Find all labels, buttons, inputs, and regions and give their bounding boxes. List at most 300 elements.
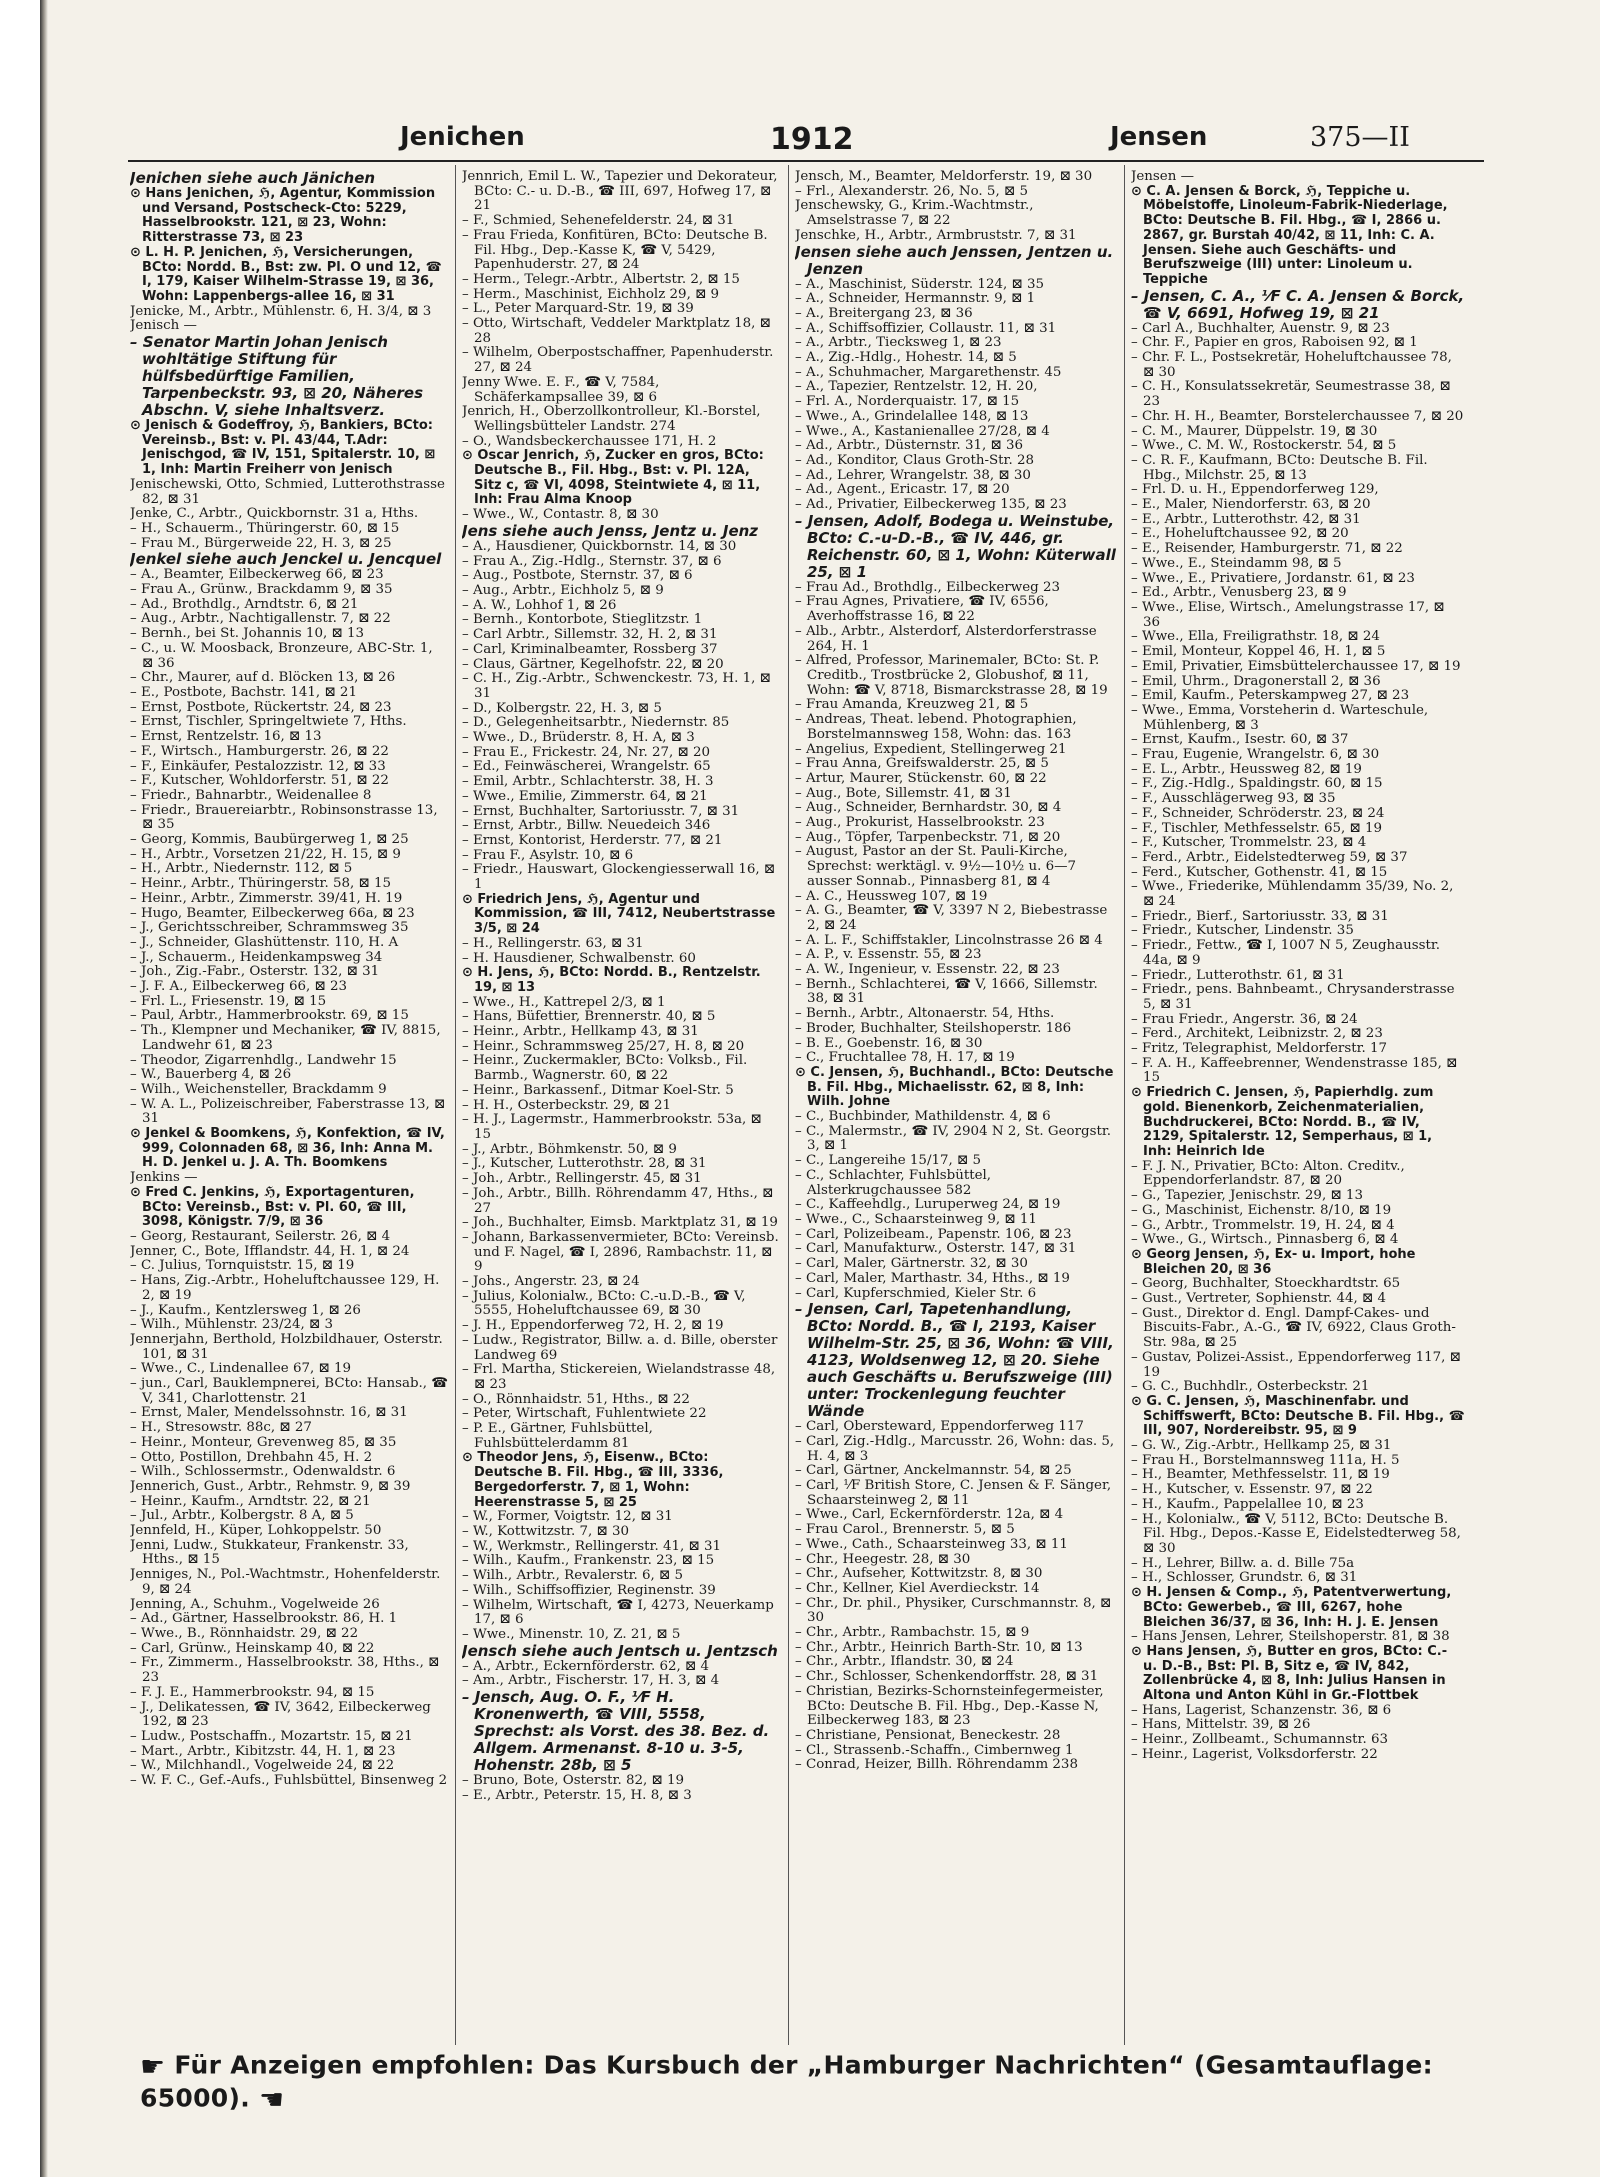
directory-entry: – Wwe., G., Wirtsch., Pinnasberg 6, ⊠ 4 (1131, 1232, 1399, 1248)
directory-entry: – W., Bauerberg 4, ⊠ 26 (130, 1067, 292, 1083)
directory-entry: – Cl., Strassenb.-Schaffn., Cimbernweg 1 (795, 1742, 1074, 1758)
directory-entry: – O., Rönnhaidstr. 51, Hths., ⊠ 22 (462, 1391, 690, 1407)
directory-entry: – A., Arbtr., Tiecksweg 1, ⊠ 23 (795, 335, 1002, 351)
directory-entry: – A., Schneider, Hermannstr. 9, ⊠ 1 (795, 291, 1036, 307)
directory-entry: – H. H., Osterbeckstr. 29, ⊠ 21 (462, 1097, 672, 1113)
directory-entry: – Theodor, Zigarrenhdlg., Landwehr 15 (130, 1052, 397, 1068)
directory-entry: – A., Hausdiener, Quickbornstr. 14, ⊠ 30 (462, 538, 737, 554)
directory-entry: – Ernst, Kontorist, Herderstr. 77, ⊠ 21 (462, 832, 723, 848)
directory-entry: – D., Kolbergstr. 22, H. 3, ⊠ 5 (462, 700, 662, 716)
directory-entry: – Frau M., Bürgerweide 22, H. 3, ⊠ 25 (130, 535, 392, 551)
directory-entry: ⊙ Fred C. Jenkins, ℌ, Exportagenturen, BCto: Vereinsb., Bst: v. Pl. 60, ☎ III, 3098, Königstr. 7/9, ⊠ 36 (130, 1184, 415, 1230)
directory-entry: – W., Kottwitzstr. 7, ⊠ 30 (462, 1523, 630, 1539)
header-rule (128, 160, 1484, 162)
directory-entry: ⊙ Friedrich C. Jensen, ℌ, Papierhdlg. zum gold. Bienenkorb, Zeichenmaterialien, Buchdruckerei, BCto: Nordd. B., ☎ IV, 2129, Spitalerstr. 12, Semperhaus, ⊠ 1, Inh: Heinrich Ide (1131, 1085, 1434, 1159)
directory-entry: – Christiane, Pensionat, Beneckestr. 28 (795, 1727, 1061, 1743)
directory-entry: – E., Reisender, Hamburgerstr. 71, ⊠ 22 (1131, 541, 1403, 557)
directory-entry: Jens siehe auch Jenss, Jentz u. Jenz (462, 521, 759, 540)
directory-entry: – Wwe., Elise, Wirtsch., Amelungstrasse 17, ⊠ 36 (1131, 599, 1445, 630)
directory-entry: – W. A. L., Polizeischreiber, Faberstrasse 13, ⊠ 31 (130, 1096, 446, 1127)
directory-entry: – F., Schmied, Sehenefelderstr. 24, ⊠ 31 (462, 213, 735, 229)
directory-entry: – H., Schlosser, Grundstr. 6, ⊠ 31 (1131, 1570, 1358, 1586)
directory-entry: – Fritz, Telegraphist, Meldorferstr. 17 (1131, 1041, 1388, 1057)
directory-entry: – Carl, Maler, Marthastr. 34, Hths., ⊠ 19 (795, 1270, 1070, 1286)
directory-entry: – Ad., Privatier, Eilbeckerweg 135, ⊠ 23 (795, 497, 1067, 513)
directory-entry: – W. F. C., Gef.-Aufs., Fuhlsbüttel, Binsenweg 2 (130, 1773, 448, 1789)
directory-entry: – Alfred, Professor, Marinemaler, BCto: St. P. Creditb., Trostbrücke 2, Globushof, ⊠ 11, Wohn: ☎ V, 8718, Bismarckstrasse 28, ⊠ 19 (795, 653, 1108, 698)
directory-entry: – E., Maler, Niendorferstr. 63, ⊠ 20 (1131, 497, 1371, 513)
directory-entry: – Frl. D. u. H., Eppendorferweg 129, (1131, 482, 1379, 498)
directory-entry: – Wwe., E., Privatiere, Jordanstr. 61, ⊠ 23 (1131, 570, 1415, 586)
directory-entry: – W., Milchhandl., Vogelweide 24, ⊠ 22 (130, 1758, 395, 1774)
page-gutter (40, 0, 48, 2177)
directory-entry: – Friedr., Brauereiarbtr., Robinsonstrasse 13, ⊠ 35 (130, 802, 438, 833)
directory-entry: – C. Julius, Tornquiststr. 15, ⊠ 19 (130, 1258, 355, 1274)
directory-entry: – Friedr., Bierf., Sartoriusstr. 33, ⊠ 31 (1131, 908, 1389, 924)
directory-column-3 (795, 170, 1117, 2040)
directory-entry: – Chr., Kellner, Kiel Averdieckstr. 14 (795, 1580, 1040, 1596)
directory-entry: Jennerich, Gust., Arbtr., Rehmstr. 9, ⊠ 39 (130, 1478, 411, 1494)
directory-entry: – C. H., Zig.-Arbtr., Schwenckestr. 73, H. 1, ⊠ 31 (462, 671, 771, 701)
directory-entry: – Bruno, Bote, Osterstr. 82, ⊠ 19 (462, 1773, 685, 1789)
directory-entry: – Friedr., Bahnarbtr., Weidenallee 8 (130, 787, 372, 803)
directory-entry: Jenschewsky, G., Krim.-Wachtmstr., Amselstrasse 7, ⊠ 22 (795, 198, 1034, 229)
header-year: 1912 (770, 122, 854, 157)
directory-entry: Jenniges, N., Pol.-Wachtmstr., Hohenfelderstr. 9, ⊠ 24 (130, 1567, 441, 1597)
directory-entry: – A., Tapezier, Rentzelstr. 12, H. 20, (795, 379, 1038, 395)
directory-entry: – Aug., Töpfer, Tarpenbeckstr. 71, ⊠ 20 (795, 829, 1061, 845)
directory-entry: – A., Beamter, Eilbeckerweg 66, ⊠ 23 (130, 567, 384, 583)
directory-entry: – H., Arbtr., Vorsetzen 21/22, H. 15, ⊠ 9 (130, 846, 401, 862)
directory-entry: – C., u. W. Moosback, Bronzeure, ABC-Str. 1, ⊠ 36 (130, 640, 433, 671)
directory-entry: – J., Kutscher, Lutterothstr. 28, ⊠ 31 (462, 1156, 707, 1172)
directory-entry: – Frau Agnes, Privatiere, ☎ IV, 6556, Averhoffstrasse 16, ⊠ 22 (795, 594, 1049, 625)
header-page-number: 375—II (1310, 122, 1410, 153)
directory-entry: – Gustav, Polizei-Assist., Eppendorferweg 117, ⊠ 19 (1131, 1349, 1461, 1380)
directory-entry: – F., Zig.-Hdlg., Spaldingstr. 60, ⊠ 15 (1131, 776, 1383, 792)
directory-entry: – Hans, Lagerist, Schanzenstr. 36, ⊠ 6 (1131, 1702, 1392, 1718)
directory-entry: – G., Tapezier, Jenischstr. 29, ⊠ 13 (1131, 1188, 1363, 1204)
directory-entry: – Hans, Mittelstr. 39, ⊠ 26 (1131, 1717, 1311, 1733)
directory-entry: – Aug., Schneider, Bernhardstr. 30, ⊠ 4 (795, 800, 1062, 816)
directory-entry: – Frau E., Frickestr. 24, Nr. 27, ⊠ 20 (462, 744, 711, 760)
directory-entry: – W., Former, Voigtstr. 12, ⊠ 31 (462, 1509, 673, 1525)
directory-entry: – Ferd., Architekt, Leibnizstr. 2, ⊠ 23 (1131, 1026, 1383, 1042)
directory-entry: – Ad., Arbtr., Düsternstr. 31, ⊠ 36 (795, 438, 1024, 454)
directory-entry: – Ludw., Registrator, Billw. a. d. Bille, oberster Landweg 69 (462, 1332, 778, 1363)
directory-entry: – Gust., Vertreter, Sophienstr. 44, ⊠ 4 (1131, 1291, 1387, 1307)
directory-entry: – Carl, Maler, Gärtnerstr. 32, ⊠ 30 (795, 1256, 1028, 1272)
directory-entry: – Am., Arbtr., Fischerstr. 17, H. 3, ⊠ 4 (462, 1673, 720, 1689)
directory-entry: – Heinr., Zuckermakler, BCto: Volksb., Fil. Barmb., Wagnerstr. 60, ⊠ 22 (462, 1053, 748, 1084)
directory-entry: Jenisch — (130, 318, 197, 334)
directory-entry: – Emil, Monteur, Koppel 46, H. 1, ⊠ 5 (1131, 644, 1386, 660)
directory-entry: Jensen — (1131, 170, 1194, 184)
directory-entry: – Broder, Buchhalter, Steilshoperstr. 186 (795, 1020, 1072, 1036)
directory-entry: – Heinr., Arbtr., Zimmerstr. 39/41, H. 19 (130, 890, 403, 906)
directory-entry: – Hugo, Beamter, Eilbeckerweg 66a, ⊠ 23 (130, 905, 415, 921)
directory-entry: – Christian, Bezirks-Schornsteinfegermeister, BCto: Deutsche B. Fil. Hbg., Dep.-Kasse N, Eilbeckerweg 183, ⊠ 23 (795, 1683, 1104, 1729)
directory-entry: – H., Arbtr., Niedernstr. 112, ⊠ 5 (130, 861, 353, 877)
directory-entry: – Georg, Buchhalter, Stoeckhardtstr. 65 (1131, 1276, 1401, 1292)
directory-entry: ⊙ C. Jensen, ℌ, Buchhandl., BCto: Deutsche B. Fil. Hbg., Michaelisstr. 62, ⊠ 8, Inh: Wilh. Johne (795, 1064, 1114, 1110)
directory-entry: – Carl A., Buchhalter, Auenstr. 9, ⊠ 23 (1131, 320, 1390, 336)
directory-entry: – Bernh., Arbtr., Altonaerstr. 54, Hths. (795, 1006, 1055, 1022)
directory-column-1 (130, 170, 448, 2040)
directory-entry: – H., Kolonialw., ☎ V, 5112, BCto: Deutsche B. Fil. Hbg., Depos.-Kasse E, Eidelstedterweg 58, ⊠ 30 (1131, 1511, 1461, 1556)
directory-entry: – F. J. N., Privatier, BCto: Alton. Creditv., Eppendorferlandstr. 87, ⊠ 20 (1131, 1158, 1405, 1189)
directory-entry: – L., Peter Marquard-Str. 19, ⊠ 39 (462, 301, 694, 317)
directory-entry: – H. Hausdiener, Schwalbenstr. 60 (462, 950, 696, 966)
directory-entry: – jun., Carl, Bauklempnerei, BCto: Hansab., ☎ V, 341, Charlottenstr. 21 (130, 1376, 448, 1406)
directory-entry: – Wwe., A., Kastanienallee 27/28, ⊠ 4 (795, 423, 1050, 439)
directory-entry: – Aug., Prokurist, Hasselbrookstr. 23 (795, 815, 1045, 831)
directory-entry: Jennerjahn, Berthold, Holzbildhauer, Osterstr. 101, ⊠ 31 (130, 1331, 443, 1362)
directory-entry: – Frl., Alexanderstr. 26, No. 5, ⊠ 5 (795, 183, 1028, 199)
directory-entry: – Chr. F. L., Postsekretär, Hoheluftchaussee 78, ⊠ 30 (1131, 350, 1452, 380)
directory-entry: – Wilh., Kaufm., Frankenstr. 23, ⊠ 15 (462, 1553, 715, 1569)
directory-entry: – F., Kutscher, Wohldorferstr. 51, ⊠ 22 (130, 773, 389, 789)
directory-entry: – Ad., Agent., Ericastr. 17, ⊠ 20 (795, 482, 1010, 498)
directory-entry: – Wilh., Weichensteller, Brackdamm 9 (130, 1081, 387, 1097)
directory-entry: – A. W., Ingenieur, v. Essenstr. 22, ⊠ 23 (795, 962, 1060, 978)
directory-entry: – E., Arbtr., Lutterothstr. 42, ⊠ 31 (1131, 511, 1361, 527)
directory-entry: – Andreas, Theat. lebend. Photographien, Borstelmannsweg 158, Wohn: das. 163 (795, 712, 1077, 742)
directory-entry: – F., Ausschlägerweg 93, ⊠ 35 (1131, 791, 1336, 807)
directory-entry: ⊙ Jenisch & Godeffroy, ℌ, Bankiers, BCto: Vereinsb., Bst: v. Pl. 43/44, T.Adr: Jenischgod, ☎ IV, 151, Spitalerstr. 10, ⊠ 1, Inh: Martin Freiherr von Jenisch (130, 418, 436, 478)
directory-entry: – Frau Anna, Greifswalderstr. 25, ⊠ 5 (795, 756, 1049, 772)
directory-entry: – Emil, Arbtr., Schlachterstr. 38, H. 3 (462, 774, 714, 790)
directory-entry: – Carl, Obersteward, Eppendorferweg 117 (795, 1419, 1084, 1435)
directory-entry: – Ernst, Tischler, Springeltwiete 7, Hths. (130, 714, 407, 730)
directory-entry: – Fr., Zimmerm., Hasselbrookstr. 38, Hths., ⊠ 23 (130, 1655, 440, 1686)
directory-column-4 (1131, 170, 1465, 2040)
directory-entry: – Bernh., bei St. Johannis 10, ⊠ 13 (130, 626, 365, 642)
directory-entry: – J., Delikatessen, ☎ IV, 3642, Eilbeckerweg 192, ⊠ 23 (130, 1699, 431, 1730)
directory-entry: – Wilhelm, Wirtschaft, ☎ I, 4273, Neuerkamp 17, ⊠ 6 (462, 1597, 774, 1628)
directory-entry: – Hans Jensen, Lehrer, Steilshoperstr. 81, ⊠ 38 (1131, 1629, 1450, 1645)
directory-entry: – Frau Ad., Brothdlg., Eilbeckerweg 23 (795, 579, 1061, 595)
directory-entry: – G. W., Zig.-Arbtr., Hellkamp 25, ⊠ 31 (1131, 1438, 1392, 1454)
directory-entry: – Wwe., C. M. W., Rostockerstr. 54, ⊠ 5 (1131, 438, 1397, 454)
directory-entry: – H., Beamter, Methfesselstr. 11, ⊠ 19 (1131, 1467, 1390, 1483)
directory-entry: – Wwe., Ella, Freiligrathstr. 18, ⊠ 24 (1131, 629, 1380, 645)
directory-entry: – H., Schauerm., Thüringerstr. 60, ⊠ 15 (130, 520, 400, 536)
directory-entry: – Carl, Polizeibeam., Papenstr. 106, ⊠ 23 (795, 1226, 1072, 1242)
directory-entry: – D., Gelegenheitsarbtr., Niedernstr. 85 (462, 715, 730, 731)
directory-entry: Jenischewski, Otto, Schmied, Lutterothstrasse 82, ⊠ 31 (130, 476, 445, 507)
directory-entry: – Jensen, C. A., ⅟F C. A. Jensen & Borck, ☎ V, 6691, Hofweg 19, ⊠ 21 (1131, 286, 1465, 322)
column-divider (1124, 165, 1125, 2045)
directory-entry: – J., Arbtr., Böhmkenstr. 50, ⊠ 9 (462, 1141, 677, 1157)
directory-entry: – J., Kaufm., Kentzlersweg 1, ⊠ 26 (130, 1302, 361, 1318)
directory-entry: – A., Schiffsoffizier, Collaustr. 11, ⊠ 31 (795, 320, 1057, 336)
directory-entry: Jennfeld, H., Küper, Lohkoppelstr. 50 (130, 1523, 382, 1539)
directory-entry: – Ernst, Kaufm., Isestr. 60, ⊠ 37 (1131, 732, 1349, 748)
directory-entry: – J., Schneider, Glashüttenstr. 110, H. A (130, 934, 399, 950)
directory-entry: – Heinr., Zollbeamt., Schumannstr. 63 (1131, 1732, 1389, 1748)
directory-entry: – Wwe., A., Grindelallee 148, ⊠ 13 (795, 408, 1029, 424)
directory-entry: – A. L. F., Schiffstakler, Lincolnstrasse 26 ⊠ 4 (795, 932, 1103, 948)
directory-entry: – Wwe., E., Steindamm 98, ⊠ 5 (1131, 555, 1342, 571)
directory-entry: – Wwe., W., Contastr. 8, ⊠ 30 (462, 507, 659, 523)
directory-entry: – Jensen, Carl, Tapetenhandlung, BCto: Nordd. B., ☎ I, 2193, Kaiser Wilhelm-Str. 25, ⊠ 36, Wohn: ☎ VIII, 4123, Woldsenweg 12, ⊠ 20. Siehe auch Geschäfts u. Berufszweige (III) unter: Trockenlegung feuchter Wände (795, 1300, 1114, 1421)
directory-entry: – Wilh., Schlossermstr., Odenwaldstr. 6 (130, 1464, 396, 1480)
directory-entry: – Ernst, Arbtr., Billw. Neuedeich 346 (462, 818, 711, 834)
directory-entry: – C. M., Maurer, Düppelstr. 19, ⊠ 30 (1131, 423, 1378, 439)
directory-entry: – G., Arbtr., Trommelstr. 19, H. 24, ⊠ 4 (1131, 1217, 1395, 1233)
directory-entry: – Friedr., Lutterothstr. 61, ⊠ 31 (1131, 967, 1345, 983)
directory-entry: – Frl. A., Norderquaistr. 17, ⊠ 15 (795, 394, 1020, 410)
directory-entry: – C., Langereihe 15/17, ⊠ 5 (795, 1153, 981, 1169)
directory-entry: – Frau Friedr., Angerstr. 36, ⊠ 24 (1131, 1011, 1358, 1027)
directory-entry: – F., Kutscher, Trommelstr. 23, ⊠ 4 (1131, 835, 1367, 851)
directory-entry: – F. J. E., Hammerbrookstr. 94, ⊠ 15 (130, 1684, 375, 1700)
directory-entry: – Emil, Kaufm., Peterskampweg 27, ⊠ 23 (1131, 688, 1410, 704)
directory-entry: – Jensen, Adolf, Bodega u. Weinstube, BCto: C.-u-D.-B., ☎ IV, 446, gr. Reichenstr. 60, ⊠ 1, Wohn: Küterwall 25, ⊠ 1 (795, 511, 1116, 581)
directory-entry: – Bernh., Schlachterei, ☎ V, 1666, Sillemstr. 38, ⊠ 31 (795, 976, 1098, 1007)
directory-entry: – J., Schauerm., Heidenkampsweg 34 (130, 949, 383, 965)
pointing-hand-icon: ☚ (259, 2083, 285, 2116)
directory-entry: – Carl, Kriminalbeamter, Rossberg 37 (462, 641, 718, 657)
directory-entry: – Peter, Wirtschaft, Fuhlentwiete 22 (462, 1406, 707, 1422)
directory-entry: – Frau A., Grünw., Brackdamm 9, ⊠ 35 (130, 582, 393, 598)
directory-entry: – Chr., Aufseher, Kottwitzstr. 8, ⊠ 30 (795, 1566, 1043, 1582)
directory-entry: – Otto, Postillon, Drehbahn 45, H. 2 (130, 1449, 373, 1465)
directory-entry: – Wwe., C., Schaarsteinweg 9, ⊠ 11 (795, 1212, 1037, 1227)
directory-entry: – Heinr., Barkassenf., Ditmar Koel-Str. 5 (462, 1082, 734, 1098)
directory-entry: – E. L., Arbtr., Heussweg 82, ⊠ 19 (1131, 761, 1362, 777)
directory-entry: – C. R. F., Kaufmann, BCto: Deutsche B. Fil. Hbg., Milchstr. 25, ⊠ 13 (1131, 452, 1428, 483)
directory-entry: – Otto, Wirtschaft, Veddeler Marktplatz 18, ⊠ 28 (462, 316, 771, 346)
directory-entry: – Carl, Manufakturw., Osterstr. 147, ⊠ 31 (795, 1241, 1077, 1257)
directory-entry: – H., Lehrer, Billw. a. d. Bille 75a (1131, 1555, 1355, 1571)
directory-entry: ⊙ H. Jens, ℌ, BCto: Nordd. B., Rentzelstr. 19, ⊠ 13 (462, 965, 761, 995)
directory-entry: – Frl. Martha, Stickereien, Wielandstrasse 48, ⊠ 23 (462, 1362, 776, 1392)
directory-entry: – C., Buchbinder, Mathildenstr. 4, ⊠ 6 (795, 1109, 1051, 1125)
directory-entry: – Carl, Kupferschmied, Kieler Str. 6 (795, 1285, 1037, 1301)
directory-entry: – Wwe., Carl, Eckernförderstr. 12a, ⊠ 4 (795, 1507, 1064, 1523)
directory-entry: – Georg, Kommis, Baubürgerweg 1, ⊠ 25 (130, 832, 409, 848)
directory-entry: – Claus, Gärtner, Kegelhofstr. 22, ⊠ 20 (462, 656, 724, 672)
directory-entry: – E., Postbote, Bachstr. 141, ⊠ 21 (130, 684, 357, 700)
directory-entry: – Ferd., Kutscher, Gothenstr. 41, ⊠ 15 (1131, 864, 1388, 880)
directory-entry: – Ed., Arbtr., Venusberg 23, ⊠ 9 (1131, 585, 1347, 601)
directory-entry: – Wwe., Minenstr. 10, Z. 21, ⊠ 5 (462, 1626, 681, 1642)
directory-entry: – C., Kaffeehdlg., Luruperweg 24, ⊠ 19 (795, 1197, 1061, 1213)
directory-entry: ⊙ Theodor Jens, ℌ, Eisenw., BCto: Deutsche B. Fil. Hbg., ☎ III, 3336, Bergedorferstr. 7, ⊠ 1, Wohn: Heerenstrasse 5, ⊠ 25 (462, 1450, 724, 1510)
directory-entry: – Friedr., Hauswart, Glockengiesserwall 16, ⊠ 1 (462, 862, 776, 893)
directory-entry: – Wilh., Arbtr., Revalerstr. 6, ⊠ 5 (462, 1568, 684, 1584)
directory-entry: – A. P., v. Essenstr. 55, ⊠ 23 (795, 947, 982, 963)
directory-entry: – Friedr., pens. Bahnbeamt., Chrysanderstrasse 5, ⊠ 31 (1131, 982, 1455, 1012)
directory-entry: Jenning, A., Schuhm., Vogelweide 26 (130, 1596, 380, 1612)
directory-entry: – H., Stresowstr. 88c, ⊠ 27 (130, 1420, 312, 1436)
directory-entry: – Wwe., Emma, Vorsteherin d. Warteschule, Mühlenberg, ⊠ 3 (1131, 702, 1429, 733)
directory-entry: – August, Pastor an der St. Pauli-Kirche, Sprechst: werktägl. v. 9½—10½ u. 6—7 ausser Sonnab., Pinnasberg 81, ⊠ 4 (795, 844, 1077, 889)
directory-entry: – Ludw., Postschaffn., Mozartstr. 15, ⊠ 21 (130, 1728, 413, 1744)
directory-entry: – Frau Amanda, Kreuzweg 21, ⊠ 5 (795, 697, 1029, 713)
directory-entry: – C., Fruchtallee 78, H. 17, ⊠ 19 (795, 1050, 1015, 1066)
directory-entry: – Chr. F., Papier en gros, Raboisen 92, ⊠ 1 (1131, 335, 1418, 351)
directory-entry: – B. E., Goebenstr. 16, ⊠ 30 (795, 1035, 983, 1051)
directory-entry: – Heinr., Lagerist, Volksdorferstr. 22 (1131, 1746, 1378, 1762)
directory-entry: – C. H., Konsulatssekretär, Seumestrasse 38, ⊠ 23 (1131, 379, 1451, 410)
directory-entry: – Friedr., Kutscher, Lindenstr. 35 (1131, 923, 1354, 939)
directory-entry: – Emil, Privatier, Eimsbüttelerchaussee 17, ⊠ 19 (1131, 658, 1461, 674)
directory-entry: Jenkins — (130, 1170, 198, 1186)
directory-entry: ⊙ C. A. Jensen & Borck, ℌ, Teppiche u. Möbelstoffe, Linoleum-Fabrik-Niederlage, BCto: Deutsche B. Fil. Hbg., ☎ I, 2866 u. 2867, gr. Burstah 40/42, ⊠ 11, Inh: C. A. Jensen. Siehe auch Geschäfts- und Berufszweige (III) unter: Linoleum u. Teppiche (1131, 183, 1448, 287)
directory-entry: – Friedr., Fettw., ☎ I, 1007 N 5, Zeughausstr. 44a, ⊠ 9 (1131, 938, 1441, 968)
directory-entry: – Georg, Restaurant, Seilerstr. 26, ⊠ 4 (130, 1229, 391, 1244)
directory-entry: – Frau, Eugenie, Wrangelstr. 6, ⊠ 30 (1131, 747, 1380, 763)
directory-entry: ⊙ Hans Jenichen, ℌ, Agentur, Kommission und Versand, Postscheck-Cto: 5229, Hasselbrookstr. 121, ⊠ 23, Wohn: Ritterstrasse 73, ⊠ 23 (130, 186, 436, 246)
directory-entry: – Mart., Arbtr., Kibitzstr. 44, H. 1, ⊠ 23 (130, 1743, 396, 1759)
directory-entry: – Chr., Arbtr., Heinrich Barth-Str. 10, ⊠ 13 (795, 1639, 1083, 1655)
directory-entry: – Ad., Lehrer, Wrangelstr. 38, ⊠ 30 (795, 467, 1031, 483)
directory-entry: – A. W., Lohhof 1, ⊠ 26 (462, 597, 617, 613)
directory-entry: ⊙ Georg Jensen, ℌ, Ex- u. Import, hohe Bleichen 20, ⊠ 36 (1131, 1246, 1416, 1277)
directory-entry: – Frl. L., Friesenstr. 19, ⊠ 15 (130, 993, 327, 1009)
directory-entry: – Aug., Bote, Sillemstr. 41, ⊠ 31 (795, 785, 1012, 801)
directory-entry: – Heinr., Schrammsweg 25/27, H. 8, ⊠ 20 (462, 1038, 745, 1054)
directory-entry: – Frau F., Asylstr. 10, ⊠ 6 (462, 847, 634, 863)
directory-entry: – Senator Martin Johan Jenisch wohltätige Stiftung für hülfsbedürftige Familien, Tarpenbeckstr. 93, ⊠ 20, Näheres Abschn. V, siehe Inhaltsverz. (130, 333, 424, 420)
directory-entry: – Angelius, Expedient, Stellingerweg 21 (795, 741, 1067, 757)
directory-entry: – Joh., Arbtr., Billh. Röhrendamm 47, Hths., ⊠ 27 (462, 1185, 774, 1216)
directory-entry: – Joh., Zig.-Fabr., Osterstr. 132, ⊠ 31 (130, 964, 380, 980)
directory-entry: – H., Rellingerstr. 63, ⊠ 31 (462, 935, 644, 951)
directory-entry: – Frau H., Borstelmannsweg 111a, H. 5 (1131, 1452, 1400, 1468)
directory-entry: – Chr., Heegestr. 28, ⊠ 30 (795, 1551, 971, 1567)
directory-entry: – Wwe., C., Lindenallee 67, ⊠ 19 (130, 1361, 352, 1377)
directory-entry: Jenner, C., Bote, Ifflandstr. 44, H. 1, ⊠ 24 (130, 1243, 410, 1259)
directory-entry: Jenichen siehe auch Jänichen (130, 170, 376, 187)
directory-entry: – Alb., Arbtr., Alsterdorf, Alsterdorferstrasse 264, H. 1 (795, 623, 1097, 654)
directory-entry: – Joh., Buchhalter, Eimsb. Marktplatz 31, ⊠ 19 (462, 1215, 778, 1231)
directory-entry: – Jul., Arbtr., Kolbergstr. 8 A, ⊠ 5 (130, 1508, 354, 1524)
directory-entry: – Ernst, Rentzelstr. 16, ⊠ 13 (130, 729, 322, 745)
directory-entry: – F., Schneider, Schröderstr. 23, ⊠ 24 (1131, 805, 1385, 821)
directory-entry: – Ernst, Maler, Mendelssohnstr. 16, ⊠ 31 (130, 1405, 408, 1421)
directory-entry: – A., Breitergang 23, ⊠ 36 (795, 305, 973, 321)
directory-entry: – C., Malermstr., ☎ IV, 2904 N 2, St. Georgstr. 3, ⊠ 1 (795, 1123, 1112, 1154)
directory-entry: – Ed., Feinwäscherei, Wrangelstr. 65 (462, 759, 711, 775)
directory-entry: Jenny Wwe. E. F., ☎ V, 7584, Schäferkampsallee 39, ⊠ 6 (462, 374, 660, 405)
directory-entry: – F. A. H., Kaffeebrenner, Wendenstrasse 185, ⊠ 15 (1131, 1055, 1458, 1086)
directory-entry: ⊙ Oscar Jenrich, ℌ, Zucker en gros, BCto: Deutsche B., Fil. Hbg., Bst: v. Pl. 12A, Sitz c, ☎ VI, 4098, Steintwiete 4, ⊠ 11, Inh: Frau Alma Knoop (462, 448, 764, 508)
directory-entry: – H. J., Lagermstr., Hammerbrookstr. 53a, ⊠ 15 (462, 1112, 762, 1142)
directory-entry: – A., Maschinist, Süderstr. 124, ⊠ 35 (795, 276, 1045, 292)
directory-entry: – C., Schlachter, Fuhlsbüttel, Alsterkrugchaussee 582 (795, 1167, 992, 1198)
directory-entry: – Heinr., Arbtr., Hellkamp 43, ⊠ 31 (462, 1024, 699, 1040)
directory-entry: – Frau Carol., Brennerstr. 5, ⊠ 5 (795, 1522, 1015, 1538)
directory-entry: – Wwe., Emilie, Zimmerstr. 64, ⊠ 21 (462, 788, 708, 804)
directory-entry: – E., Hoheluftchaussee 92, ⊠ 20 (1131, 526, 1349, 542)
directory-entry: – Jensch, Aug. O. F., ⅟F H. Kronenwerth, ☎ VIII, 5558, Sprechst: als Vorst. des 38. Bez. d. Allgem. Armenanst. 8-10 u. 3-5, Hohenstr. 28b, ⊠ 5 (462, 1688, 770, 1775)
directory-entry: – A., Zig.-Hdlg., Hohestr. 14, ⊠ 5 (795, 350, 1017, 366)
directory-entry: – P. E., Gärtner, Fuhlsbüttel, Fuhlsbüttelerdamm 81 (462, 1421, 653, 1451)
directory-entry: Jenni, Ludw., Stukkateur, Frankenstr. 33, Hths., ⊠ 15 (130, 1537, 409, 1568)
directory-entry: – Wwe., Cath., Schaarsteinweg 33, ⊠ 11 (795, 1536, 1068, 1552)
directory-entry: Jenke, C., Arbtr., Quickbornstr. 31 a, Hths. (130, 506, 419, 522)
directory-entry: – Carl, Zig.-Hdlg., Marcusstr. 26, Wohn: das. 5, H. 4, ⊠ 3 (795, 1433, 1115, 1464)
directory-entry: – Joh., Arbtr., Rellingerstr. 45, ⊠ 31 (462, 1171, 702, 1187)
directory-entry: – Heinr., Monteur, Grevenweg 85, ⊠ 35 (130, 1434, 397, 1450)
directory-entry: – Carl, ⅟F British Store, C. Jensen & F. Sänger, Schaarsteinweg 2, ⊠ 11 (795, 1478, 1112, 1508)
header-right-keyword: Jensen (1110, 122, 1208, 152)
directory-entry: – Herm., Telegr.-Arbtr., Albertstr. 2, ⊠ 15 (462, 271, 740, 287)
directory-entry: – Ad., Brothdlg., Arndtstr. 6, ⊠ 21 (130, 596, 359, 612)
directory-entry: – Wwe., D., Brüderstr. 8, H. A, ⊠ 3 (462, 730, 695, 746)
directory-entry: – Heinr., Arbtr., Thüringerstr. 58, ⊠ 15 (130, 876, 392, 892)
directory-entry: ⊙ Hans Jensen, ℌ, Butter en gros, BCto: C.- u. D.-B., Bst: Pl. B, Sitz e, ☎ IV, 842, Zollenbrücke 4, ⊠ 8, Inh: Julius Hansen in Altona und Anton Kühl in Gr.-Flottbek (1131, 1643, 1448, 1704)
directory-entry: – Ad., Konditor, Claus Groth-Str. 28 (795, 452, 1035, 468)
directory-entry: ⊙ G. C. Jensen, ℌ, Maschinenfabr. und Schiffswerft, BCto: Deutsche B. Fil. Hbg., ☎ III, 907, Nordereibstr. 95, ⊠ 9 (1131, 1393, 1465, 1439)
directory-entry: – Chr., Arbtr., Iflandstr. 30, ⊠ 24 (795, 1654, 1014, 1670)
directory-entry: – A. G., Beamter, ☎ V, 3397 N 2, Biebestrasse 2, ⊠ 24 (795, 903, 1108, 933)
directory-entry: ⊙ H. Jensen & Comp., ℌ, Patentverwertung, BCto: Gewerbeb., ☎ III, 6267, hohe Bleichen 36/37, ⊠ 36, Inh: H. J. E. Jensen (1131, 1585, 1452, 1630)
directory-entry: – Carl, Gärtner, Anckelmannstr. 54, ⊠ 25 (795, 1463, 1072, 1479)
directory-entry: – Chr., Schlosser, Schenkendorffstr. 28, ⊠ 31 (795, 1669, 1099, 1685)
directory-entry: – Frau A., Zig.-Hdlg., Sternstr. 37, ⊠ 6 (462, 553, 722, 569)
directory-entry: – F., Tischler, Methfesselstr. 65, ⊠ 19 (1131, 820, 1383, 836)
directory-entry: – Wilh., Schiffsoffizier, Reginenstr. 39 (462, 1582, 716, 1598)
directory-entry: – Emil, Uhrm., Dragonerstall 2, ⊠ 36 (1131, 673, 1381, 689)
directory-entry: – Chr., Arbtr., Rambachstr. 15, ⊠ 9 (795, 1625, 1030, 1641)
directory-entry: – Aug., Arbtr., Eichholz 5, ⊠ 9 (462, 582, 664, 598)
directory-entry: Jensch, M., Beamter, Meldorferstr. 19, ⊠ 30 (795, 170, 1093, 184)
directory-entry: – Aug., Arbtr., Nachtigallenstr. 7, ⊠ 22 (130, 611, 391, 627)
directory-entry: – Paul, Arbtr., Hammerbrookstr. 69, ⊠ 15 (130, 1008, 409, 1024)
footer-advertisement (140, 2050, 1480, 2116)
directory-entry: Jennrich, Emil L. W., Tapezier und Dekorateur, BCto: C.- u. D.-B., ☎ III, 697, Hofweg 17, ⊠ 21 (462, 170, 778, 214)
directory-entry: – O., Wandsbeckerchaussee 171, H. 2 (462, 433, 717, 449)
directory-entry: – Hans, Büfettier, Brennerstr. 40, ⊠ 5 (462, 1009, 716, 1025)
directory-entry: – H., Kaufm., Pappelallee 10, ⊠ 23 (1131, 1496, 1364, 1512)
directory-entry: – Chr., Dr. phil., Physiker, Curschmannstr. 8, ⊠ 30 (795, 1595, 1112, 1626)
directory-entry: – A., Arbtr., Eckernförderstr. 62, ⊠ 4 (462, 1658, 710, 1674)
column-divider (788, 165, 789, 2045)
directory-entry: – Carl, Grünw., Heinskamp 40, ⊠ 22 (130, 1640, 375, 1656)
directory-entry: – Chr., Maurer, auf d. Blöcken 13, ⊠ 26 (130, 670, 396, 686)
directory-entry: – Gust., Direktor d. Engl. Dampf-Cakes- und Biscuits-Fabr., A.-G., ☎ IV, 6922, Claus Groth-Str. 98a, ⊠ 25 (1131, 1305, 1456, 1351)
directory-entry: – Wilh., Mühlenstr. 23/24, ⊠ 3 (130, 1317, 334, 1333)
directory-entry: – Wwe., H., Kattrepel 2/3, ⊠ 1 (462, 994, 666, 1010)
directory-entry: – Ferd., Arbtr., Eidelstedterweg 59, ⊠ 37 (1131, 849, 1408, 865)
directory-column-2 (462, 170, 780, 2040)
directory-entry: Jenicke, M., Arbtr., Mühlenstr. 6, H. 3/4, ⊠ 3 (130, 303, 432, 319)
directory-entry: – Wilhelm, Oberpostschaffner, Papenhuderstr. 27, ⊠ 24 (462, 345, 774, 376)
directory-entry: Jenschke, H., Arbtr., Armbruststr. 7, ⊠ 31 (795, 227, 1077, 243)
directory-entry: – Heinr., Kaufm., Arndtstr. 22, ⊠ 21 (130, 1493, 371, 1509)
directory-entry: – Hans, Zig.-Arbtr., Hoheluftchaussee 129, H. 2, ⊠ 19 (130, 1273, 440, 1303)
directory-entry: Jensen siehe auch Jenssen, Jentzen u. Jenzen (795, 242, 1114, 278)
directory-entry: – H., Kutscher, v. Essenstr. 97, ⊠ 22 (1131, 1482, 1373, 1498)
footer-text: Für Anzeigen empfohlen: Das Kursbuch der „Hamburger Nachrichten“ (Gesamtauflage: 65000). (140, 2050, 1433, 2113)
directory-entry: – Th., Klempner und Mechaniker, ☎ IV, 8815, Landwehr 61, ⊠ 23 (130, 1023, 441, 1053)
directory-entry: – G., Maschinist, Eichenstr. 8/10, ⊠ 19 (1131, 1202, 1392, 1218)
directory-entry: – Wwe., Friederike, Mühlendamm 35/39, No. 2, ⊠ 24 (1131, 879, 1454, 910)
directory-entry: ⊙ Friedrich Jens, ℌ, Agentur und Kommission, ☎ III, 7412, Neubertstrasse 3/5, ⊠ 24 (462, 891, 776, 937)
directory-entry: – F., Einkäufer, Pestalozzistr. 12, ⊠ 33 (130, 758, 386, 774)
directory-entry: – Johann, Barkassenvermieter, BCto: Vereinsb. und F. Nagel, ☎ I, 2896, Rambachstr. 11, ⊠ 9 (462, 1229, 779, 1275)
directory-entry: – Ernst, Postbote, Rückertstr. 24, ⊠ 23 (130, 699, 392, 715)
directory-entry: – Ernst, Buchhalter, Sartoriusstr. 7, ⊠ 31 (462, 803, 740, 819)
directory-entry: – A. C., Heussweg 107, ⊠ 19 (795, 888, 988, 904)
directory-entry: – Ad., Gärtner, Hasselbrookstr. 86, H. 1 (130, 1611, 398, 1627)
directory-entry: – Aug., Postbote, Sternstr. 37, ⊠ 6 (462, 568, 693, 584)
